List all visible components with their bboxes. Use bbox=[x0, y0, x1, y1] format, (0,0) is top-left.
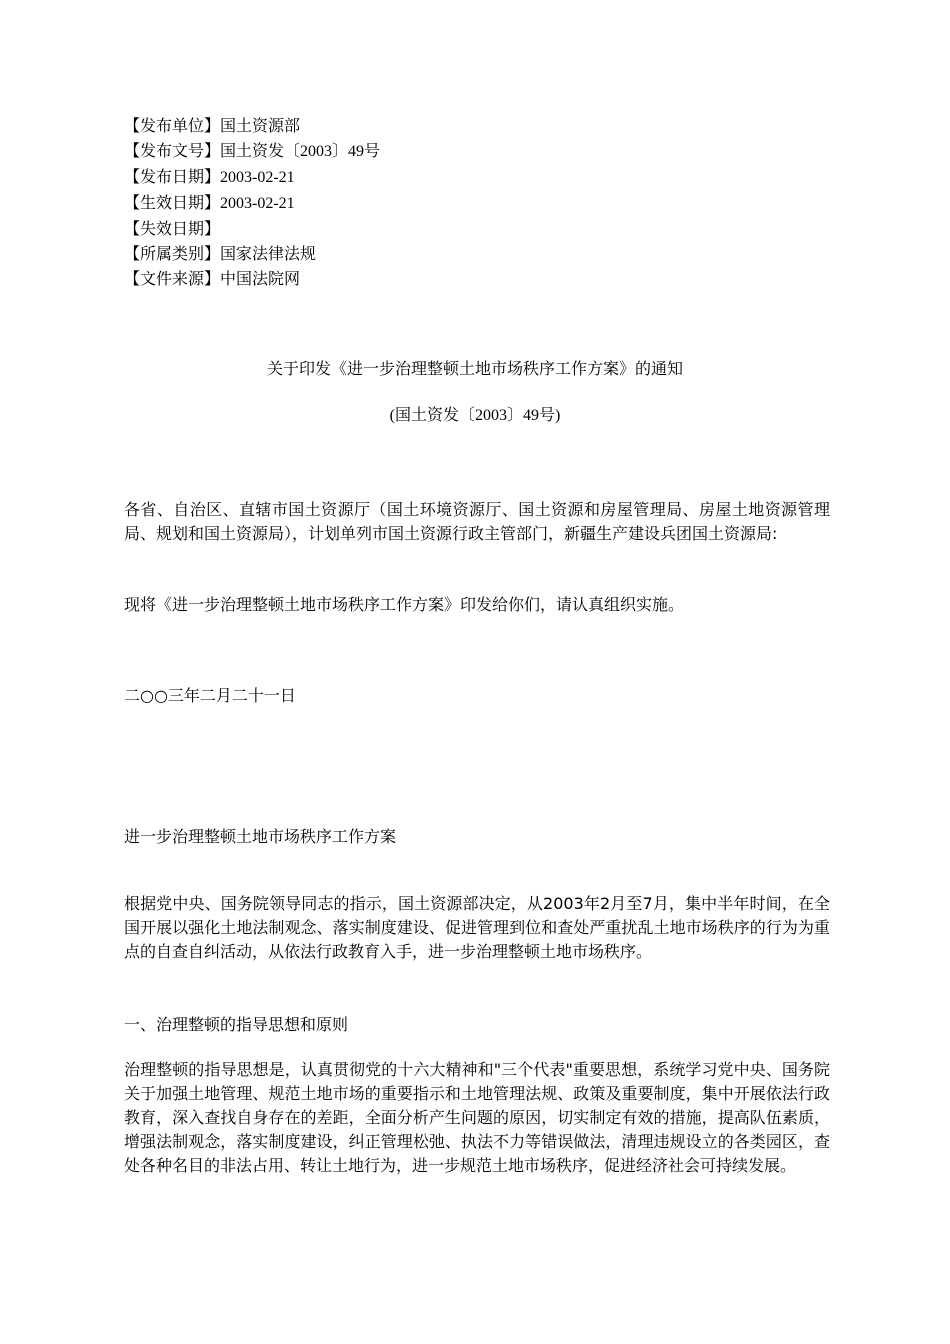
notice-paragraph: 现将《进一步治理整顿土地市场秩序工作方案》印发给你们，请认真组织实施。 bbox=[124, 595, 685, 614]
addressee-paragraph: 各省、自治区、直辖市国土资源厅（国土环境资源厅、国土资源和房屋管理局、房屋土地资源管理局、规划和国土资源局），计划单列市国土资源行政主管部门，新疆生产建设兵团国土资源局: bbox=[124, 500, 830, 543]
meta-row-doc-number bbox=[124, 138, 380, 164]
meta-label: 【发布文号】 bbox=[124, 141, 221, 160]
document-title: 关于印发《进一步治理整顿土地市场秩序工作方案》的通知 bbox=[266, 359, 683, 378]
meta-label: 【发布日期】 bbox=[124, 167, 221, 186]
meta-label: 【所属类别】 bbox=[124, 244, 221, 263]
meta-row-expiry-date bbox=[124, 216, 380, 241]
meta-row-issuer bbox=[124, 113, 380, 138]
meta-label: 【失效日期】 bbox=[124, 219, 221, 238]
meta-label: 【发布单位】 bbox=[124, 116, 221, 135]
signing-date: 二○○三年二月二十一日 bbox=[124, 686, 296, 705]
meta-value: 国土资发〔2003〕49号 bbox=[220, 143, 381, 160]
section-heading: 一、治理整顿的指导思想和原则 bbox=[124, 1015, 349, 1034]
meta-value: 国土资源部 bbox=[220, 116, 301, 135]
meta-value: 2003-02-21 bbox=[220, 195, 295, 212]
meta-value: 国家法律法规 bbox=[220, 244, 317, 263]
body-paragraph: 治理整顿的指导思想是，认真贯彻党的十六大精神和"三个代表"重要思想，系统学习党中央、国务院关于加强土地管理、规范土地市场的重要指示和土地管理法规、政策及重要制度，集中开展依法行政教育，深入查找自身存在的差距，全面分析产生问题的原因，切实制定有效的措施，提高队伍素质，增强法制观念，落实制度建设，纠正管理松弛、执法不力等错误做法，清理违规设立的各类园区，查处各种名目的非法占用、转让土地行为，进一步规范土地市场秩序，促进经济社会可持续发展。 bbox=[124, 1060, 830, 1175]
meta-value: 中国法院网 bbox=[220, 269, 301, 288]
meta-value: 2003-02-21 bbox=[220, 169, 295, 186]
meta-row-effective-date bbox=[124, 190, 380, 216]
meta-row-source bbox=[124, 266, 380, 291]
meta-row-category bbox=[124, 241, 380, 266]
body-paragraph: 根据党中央、国务院领导同志的指示，国土资源部决定，从2003年2月至7月，集中半年时间，在全国开展以强化土地法制观念、落实制度建设、促进管理到位和查处严重扰乱土地市场秩序的行为为重点的自查自纠活动，从依法行政教育入手，进一步治理整顿土地市场秩序。 bbox=[124, 894, 830, 961]
plan-title: 进一步治理整顿土地市场秩序工作方案 bbox=[124, 827, 397, 846]
meta-label: 【文件来源】 bbox=[124, 269, 221, 288]
meta-label: 【生效日期】 bbox=[124, 193, 221, 212]
meta-row-issue-date bbox=[124, 164, 380, 190]
document-number: (国土资发〔2003〕49号) bbox=[389, 407, 561, 424]
document-metadata bbox=[124, 113, 380, 291]
